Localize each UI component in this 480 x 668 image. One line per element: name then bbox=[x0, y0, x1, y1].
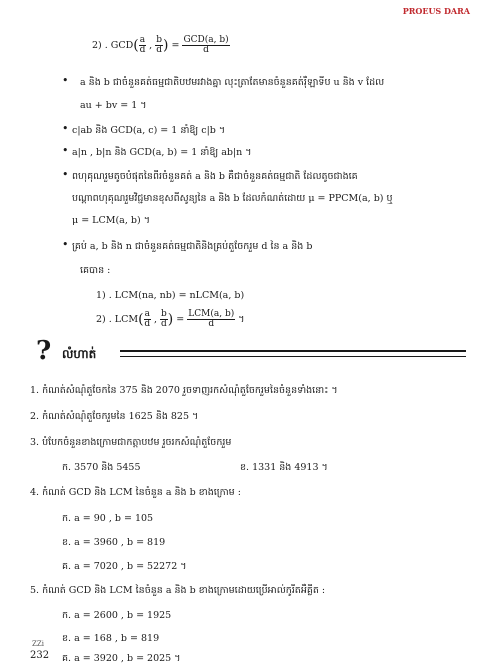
frac-a: a bbox=[139, 35, 146, 45]
frac-den: d bbox=[203, 45, 209, 55]
formula-prefix: 2) . LCM bbox=[96, 314, 139, 325]
exercise-3: 3. បំបែកចំនួនខាងក្រោមជាកត្តាបឋម រួចរកសំណុំតួចែករួម bbox=[30, 437, 232, 448]
exercise-1: 1. កំណត់សំណុំតួចែកនៃ 375 និង 2070 រួចទាញរកសំណុំតួចែករួមនៃចំនួនទាំងនោះ ។ bbox=[30, 385, 338, 396]
bullet-text-4: ពហុគុណរួមតូចបំផុតនៃពីរចំនួនគត់ a និង b គឺជាចំនួនគត់ធម្មជាតិ ដែលតូចជាងគេ bbox=[72, 171, 358, 182]
exercise-3a: ក. 3570 និង 5455 bbox=[62, 462, 141, 473]
frac-den: d bbox=[208, 319, 215, 329]
frac-num: GCD(a, b) bbox=[183, 35, 229, 45]
frac-b: b bbox=[156, 35, 162, 45]
frac-b: b bbox=[161, 309, 167, 319]
bullet-text-4c: μ = LCM(a, b) ។ bbox=[72, 215, 150, 226]
formula-prefix: 2) . GCD bbox=[92, 40, 134, 51]
bullet-dot: • bbox=[62, 168, 69, 181]
bullet-text-5b: គេបាន : bbox=[80, 265, 111, 276]
question-mark-icon: ? bbox=[36, 336, 52, 366]
frac-d2: d bbox=[156, 45, 162, 55]
bullet-dot: • bbox=[62, 144, 69, 157]
lcm-formula-1: 1) . LCM(na, nb) = nLCM(a, b) bbox=[96, 290, 245, 301]
frac-d2: d bbox=[161, 319, 167, 329]
exercise-5a: ក. a = 2600 , b = 1925 bbox=[62, 610, 172, 621]
bullet-text-3: a|n , b|n និង GCD(a, b) = 1 នាំឱ្យ ab|n ។ bbox=[72, 147, 252, 158]
exercise-4b: ខ. a = 3960 , b = 819 bbox=[62, 537, 166, 548]
exercise-5c: គ. a = 3920 , b = 2025 ។ bbox=[62, 653, 181, 664]
frac-d1: d bbox=[139, 45, 146, 55]
exercise-3b: ខ. 1331 និង 4913 ។ bbox=[240, 462, 328, 473]
exercise-4c: គ. a = 7020 , b = 52272 ។ bbox=[62, 561, 187, 572]
exercise-5: 5. កំណត់ GCD និង LCM នៃចំនួន a និង b ខាងក្រោមដោយប្រើអាល់កូរីតអឺគ្លីត : bbox=[30, 585, 326, 596]
frac-num: LCM(a, b) bbox=[188, 309, 235, 319]
exercise-5b: ខ. a = 168 , b = 819 bbox=[62, 633, 160, 644]
bullet-text-1: a និង b ជាចំនួនគត់ធម្មជាតិបឋមរវាងគ្នា លុះត្រាតែមានចំនួនគត់រ៉ឺឡាទីប u និង v ដែល bbox=[80, 77, 385, 88]
exercise-4a: ក. a = 90 , b = 105 bbox=[62, 513, 154, 524]
formula-suffix: ។ bbox=[238, 314, 245, 325]
section-divider-thin bbox=[120, 356, 466, 357]
exercise-2: 2. កំណត់សំណុំតួចែករួមនៃ 1625 និង 825 ។ bbox=[30, 411, 199, 422]
section-divider bbox=[120, 350, 466, 352]
section-title: លំហាត់ bbox=[62, 347, 97, 361]
bullet-text-2: c|ab និង GCD(a, c) = 1 នាំឱ្យ c|b ។ bbox=[72, 125, 226, 136]
frac-a: a bbox=[144, 309, 150, 319]
exercise-4: 4. កំណត់ GCD និង LCM នៃចំនួន a និង b ខាងក្រោម : bbox=[30, 487, 241, 498]
bullet-dot: • bbox=[62, 122, 69, 135]
bullet-text-4b: បណ្តាពហុគុណរួមវិជ្ជមានខុសពីសូន្យនៃ a និង b ដែលកំណត់ដោយ μ = PPCM(a, b) ឬ bbox=[72, 193, 393, 204]
page-mark: ZZi bbox=[32, 640, 44, 648]
bullet-text-1b: au + bv = 1 ។ bbox=[80, 100, 147, 111]
bullet-text-5: គ្រប់ a, b និង n ជាចំនួនគត់ធម្មជាតិនិងគ្រប់តួចែករួម d នៃ a និង b bbox=[72, 241, 313, 252]
page-number: 232 bbox=[30, 650, 50, 661]
bullet-dot: • bbox=[62, 74, 69, 87]
header-brand: PROEUS DARA bbox=[402, 6, 470, 16]
bullet-dot: • bbox=[62, 238, 69, 251]
lcm-formula-2: 2) . LCM( $\frac{a}{d}$ , $\frac{b}{d}$ ) = $\frac{\text{LCM(a, b)}}{d}$ ។ bbox=[96, 309, 245, 329]
frac-d1: d bbox=[144, 319, 151, 329]
formula-gcd-divided: 2) . GCD( $\frac{a}{d}$ , $\frac{b}{d}$ ) = $\frac{\text{GCD(a, b)}}{d}$ bbox=[92, 35, 229, 55]
